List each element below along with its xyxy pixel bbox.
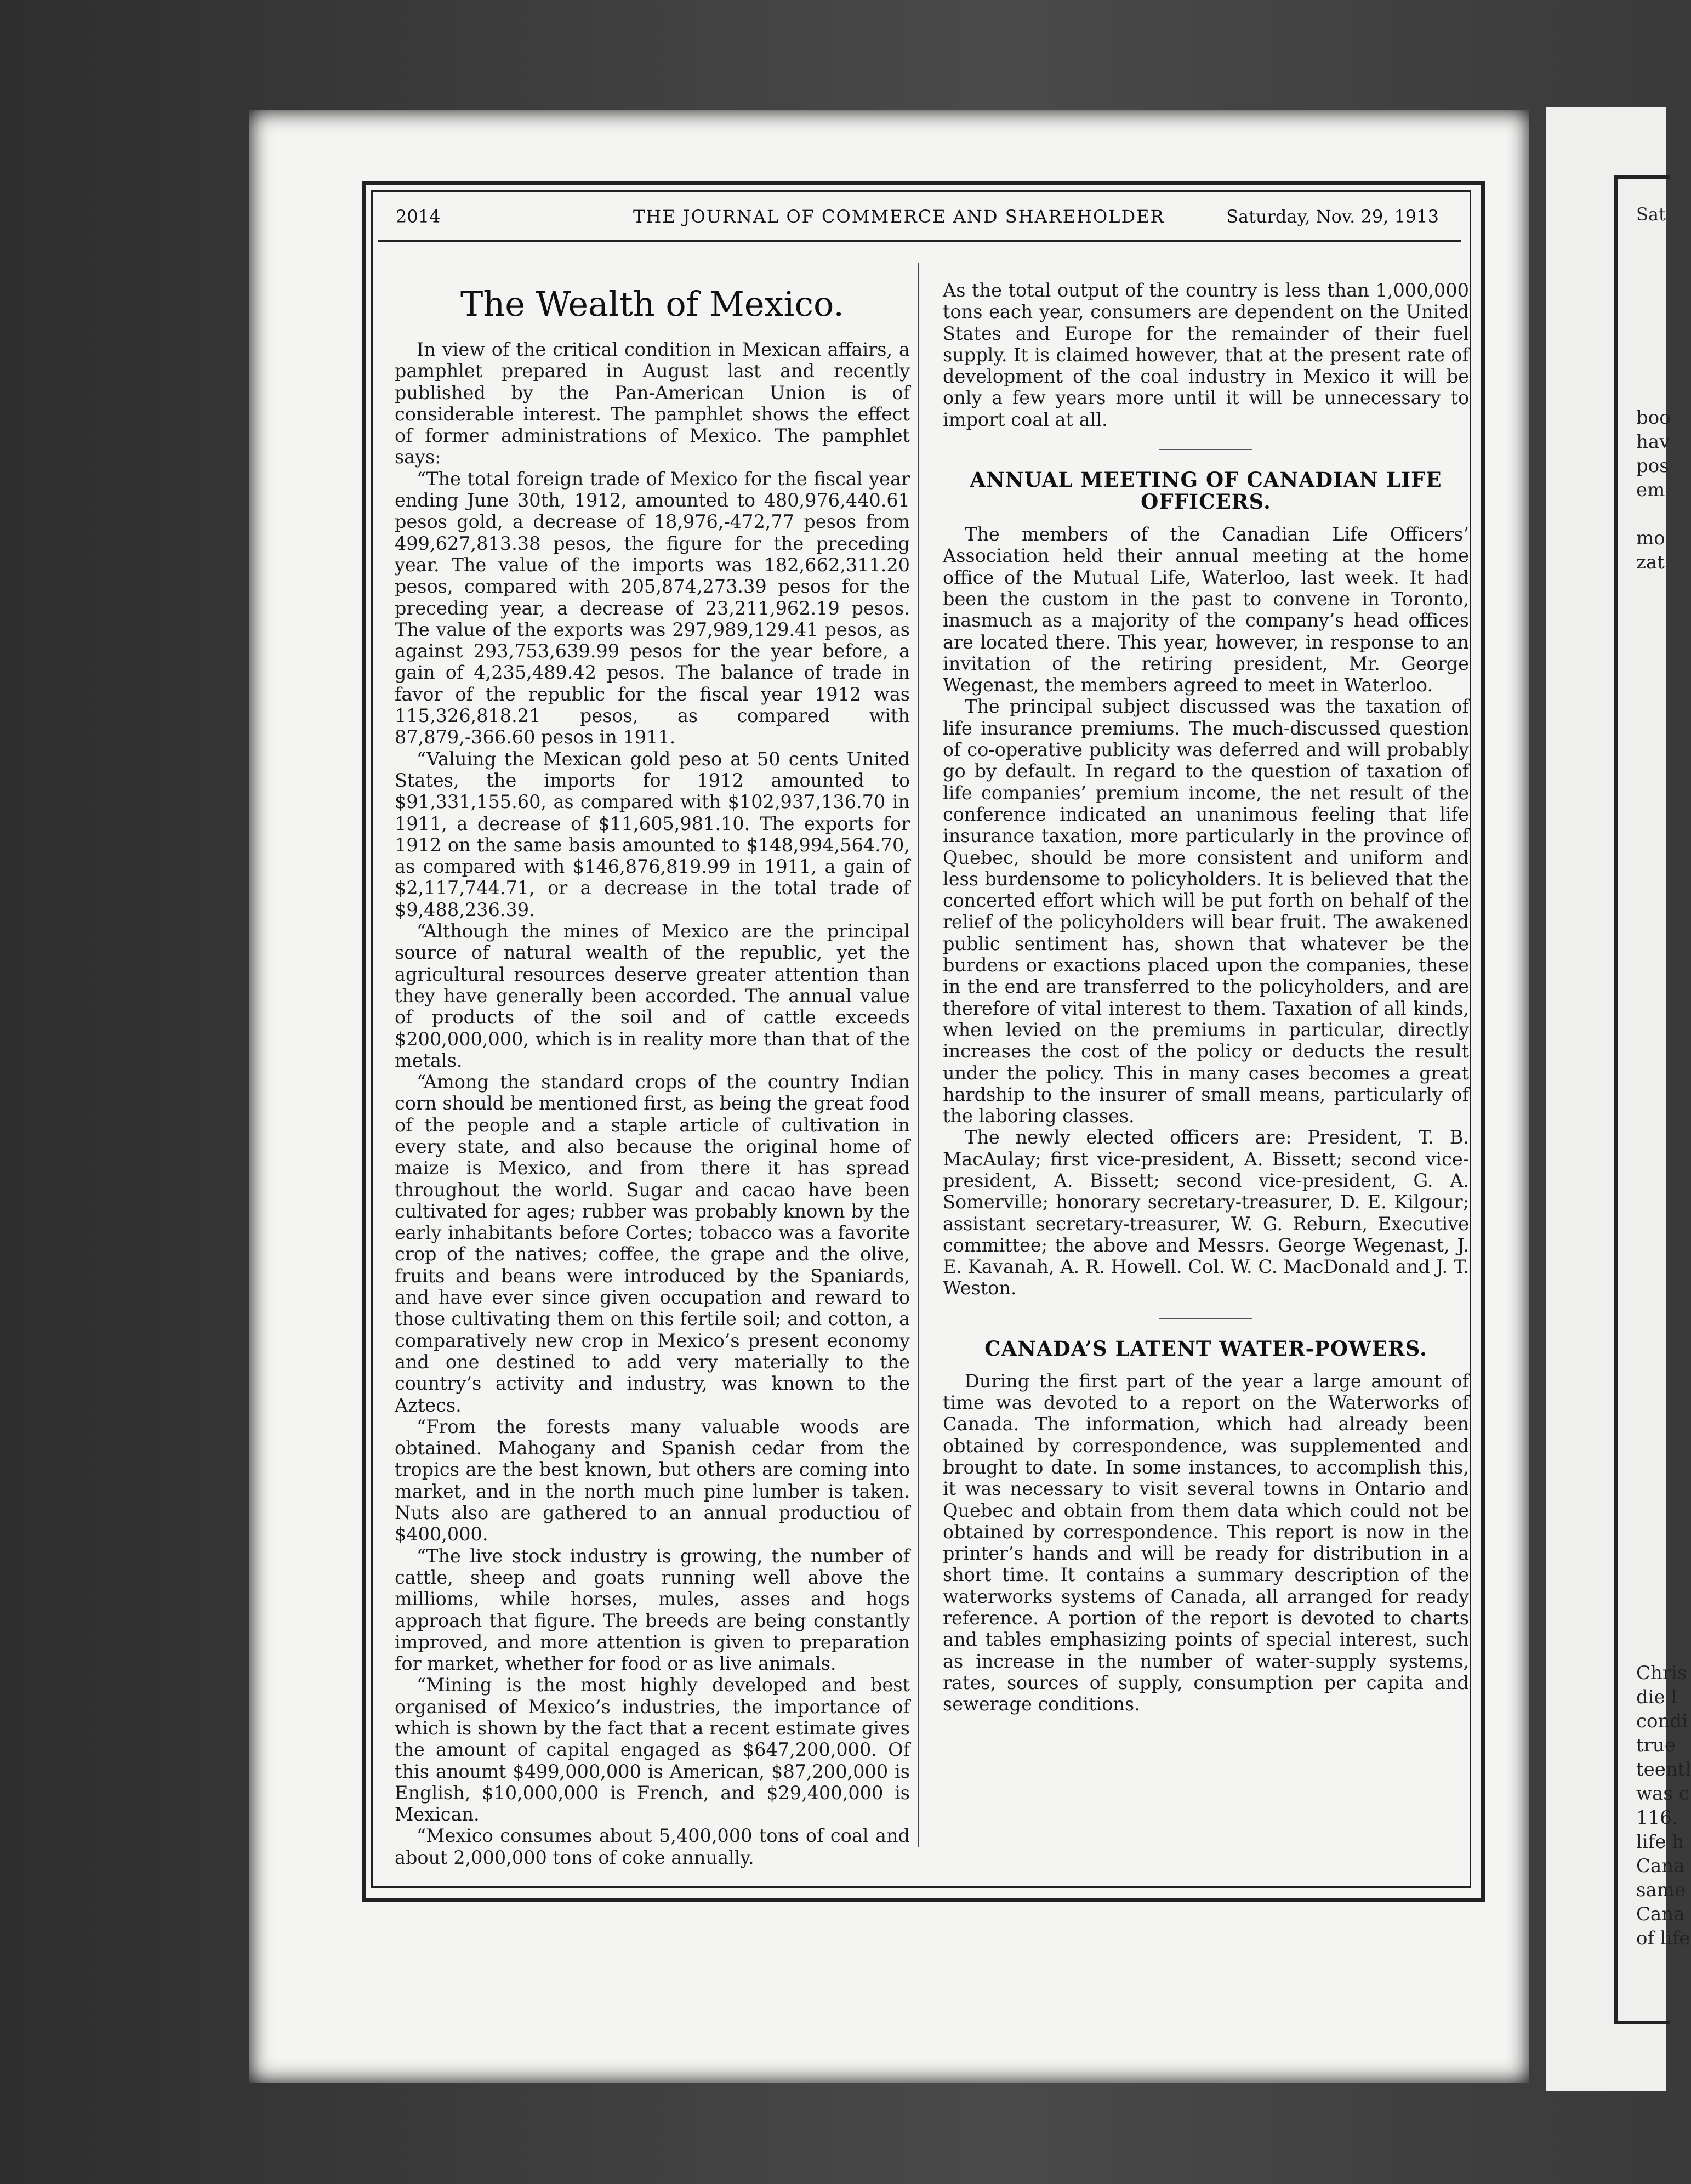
- issue-date: Saturday, Nov. 29, 1913: [1226, 206, 1439, 227]
- section-divider: [1159, 449, 1252, 450]
- paragraph: “From the forests many valuable woods are obtained. Mahogany and Spanish cedar from the tropics are the best known, but others are coming into market, and in the north much pine lumber is taken. Nuts also are gathered to an annual productiou of $400,000.: [395, 1415, 910, 1545]
- left-column: [395, 285, 910, 1868]
- article-title-mexico: The Wealth of Mexico.: [460, 284, 844, 324]
- facing-page-text-top: boo hav pos em mo zat: [1636, 407, 1671, 573]
- paragraph: The newly elected officers are: President, T. B. MacAulay; first vice-president, A. Bissett; second vice-president, A. Bissett; second vice-president, G. A. Somerville; honorary secretary-treasurer, D. E. Kilgour; assistant secretary-treasurer, W. G. Reburn, Executive committee; the above and Messrs. George Wegenast, J. E. Kavanah, A. R. Howell. Col. W. C. MacDonald and J. T. Weston.: [943, 1127, 1469, 1299]
- right-column: [943, 280, 1469, 1715]
- paragraph: “Mining is the most highly developed and best organised of Mexico’s industries, the importance of which is shown by the fact that a recent estimate gives the amount of capital engaged as $647,200,000. Of this anoumt $499,000,000 is American, $87,200,000 is English, $10,000,000 is French, and $29,400,000 is Mexican.: [395, 1674, 910, 1825]
- paragraph-continuation: As the total output of the country is less than 1,000,000 tons each year, consumers are dependent on the United States and Europe for the remainder of their fuel supply. It is claimed however, that at the present rate of development of the coal industry in Mexico it will be only a few years more until it will be unnecessary to import coal at all.: [943, 280, 1469, 430]
- paragraph: “Among the standard crops of the country Indian corn should be mentioned first, as being the great food of the people and a staple article of cultivation in every state, and also because the original home of maize is Mexico, and from there it has spread throughout the world. Sugar and cacao have been cultivated for ages; rubber was probably known by the early inhabitants before Cortes; tobacco was a favorite crop of the natives; coffee, the grape and the olive, fruits and beans were introduced by the Spaniards, and have ever since given occupation and reward to those cultivating them on this fertile soil; and cotton, a comparatively new crop in Mexico’s present economy and one destined to add very materially to the country’s activity and industry, was known to the Aztecs.: [395, 1071, 910, 1416]
- header-rule: [378, 240, 1461, 242]
- paragraph: During the first part of the year a large amount of time was devoted to a report on the Waterworks of Canada. The information, which had already been obtained by correspondence, was supplemented and brought to date. In some instances, to accomplish this, it was necessary to visit several towns in Ontario and Quebec and obtain from them data which could not be obtained by correspondence. This report is now in the printer’s hands and will be ready for distribution in a short time. It contains a summary description of the waterworks systems of Canada, all arranged for ready reference. A portion of the report is devoted to charts and tables emphasizing points of special interest, such as increase in the number of water-supply systems, rates, sources of supply, consumption per capita and sewerage conditions.: [943, 1370, 1469, 1715]
- facing-page-text-bottom: Chris die l condi true teentl was c 116. life h Cana same Cana of life: [1636, 1662, 1691, 1949]
- running-header: [384, 204, 1455, 235]
- paragraph: “Although the mines of Mexico are the principal source of natural wealth of the republic, yet the agricultural resources deserve greater attention than they have generally been accorded. The annual value of products of the soil and of cattle exceeds $200,000,000, which is in reality more than that of the metals.: [395, 920, 910, 1071]
- paragraph: In view of the critical condition in Mexican affairs, a pamphlet prepared in August last and recently published by the Pan-American Union is of considerable interest. The pamphlet shows the effect of former administrations of Mexico. The pamphlet says:: [395, 339, 910, 468]
- page-number: 2014: [396, 206, 441, 227]
- section-divider: [1159, 1318, 1252, 1319]
- journal-title: THE JOURNAL OF COMMERCE AND SHAREHOLDER: [633, 206, 1165, 227]
- paragraph: The members of the Canadian Life Officers’ Association held their annual meeting at the home office of the Mutual Life, Waterloo, last week. It had been the custom in the past to convene in Toronto, inasmuch as a majority of the company’s head offices are located there. This year, however, in response to an invitation of the retiring president, Mr. George Wegenast, the members agreed to meet in Waterloo.: [943, 524, 1469, 696]
- paragraph: The principal subject discussed was the taxation of life insurance premiums. The much-discussed question of co-operative publicity was deferred and will probably go by default. In regard to the question of taxation of life companies’ premium income, the net result of the conference indicated an unanimous feeling that life insurance taxation, more particularly in the province of Quebec, should be more consistent and uniform and less burdensome to policyholders. It is believed that the concerted effort which will be put forth on behalf of the relief of the policyholders will bear fruit. The awakened public sentiment has, shown that whatever be the burdens or exactions placed upon the companies, these in the end are transferred to the policyholders, and are therefore of vital interest to them. Taxation of all kinds, when levied on the premiums in particular, directly increases the cost of the policy or deducts the result under the policy. This in many cases becomes a great hardship to the insurer of small means, particularly of the laboring classes.: [943, 696, 1469, 1127]
- paragraph: “The total foreign trade of Mexico for the fiscal year ending June 30th, 1912, amounted to 480,976,440.61 pesos gold, a decrease of 18,976,-472,77 pesos from 499,627,813.38 pesos, the figure for the preceding year. The value of the imports was 182,662,311.20 pesos, compared with 205,874,273.39 pesos for the preceding year, a decrease of 23,211,962.19 pesos. The value of the exports was 297,989,129.41 pesos, as against 293,753,639.99 pesos for the year before, a gain of 4,235,489.42 pesos. The balance of trade in favor of the republic for the fiscal year 1912 was 115,326,818.21 pesos, as compared with 87,879,-366.60 pesos in 1911.: [395, 468, 910, 748]
- paragraph: “Mexico consumes about 5,400,000 tons of coal and about 2,000,000 tons of coke annually.: [395, 1825, 910, 1868]
- article-title-life-officers: ANNUAL MEETING OF CANADIAN LIFE OFFICERS.: [970, 468, 1442, 514]
- article-title-water-powers: CANADA’S LATENT WATER-POWERS.: [984, 1336, 1427, 1361]
- column-rule: [918, 263, 919, 1847]
- paragraph: “Valuing the Mexican gold peso at 50 cents United States, the imports for 1912 amounted to $91,331,155.60, as compared with $102,937,136.70 in 1911, a decrease of $11,605,981.10. The exports for 1912 on the same basis amounted to $148,994,564.70, as compared with $146,876,819.99 in 1911, a gain of $2,117,744.71, or a decrease in the total trade of $9,488,236.39.: [395, 748, 910, 920]
- paragraph: “The live stock industry is growing, the number of cattle, sheep and goats running well above the millioms, while horses, mules, asses and hogs approach that figure. The breeds are being constantly improved, and more attention is given to preparation for market, whether for food or as live animals.: [395, 1545, 910, 1675]
- facing-page-header: Sat: [1636, 204, 1666, 225]
